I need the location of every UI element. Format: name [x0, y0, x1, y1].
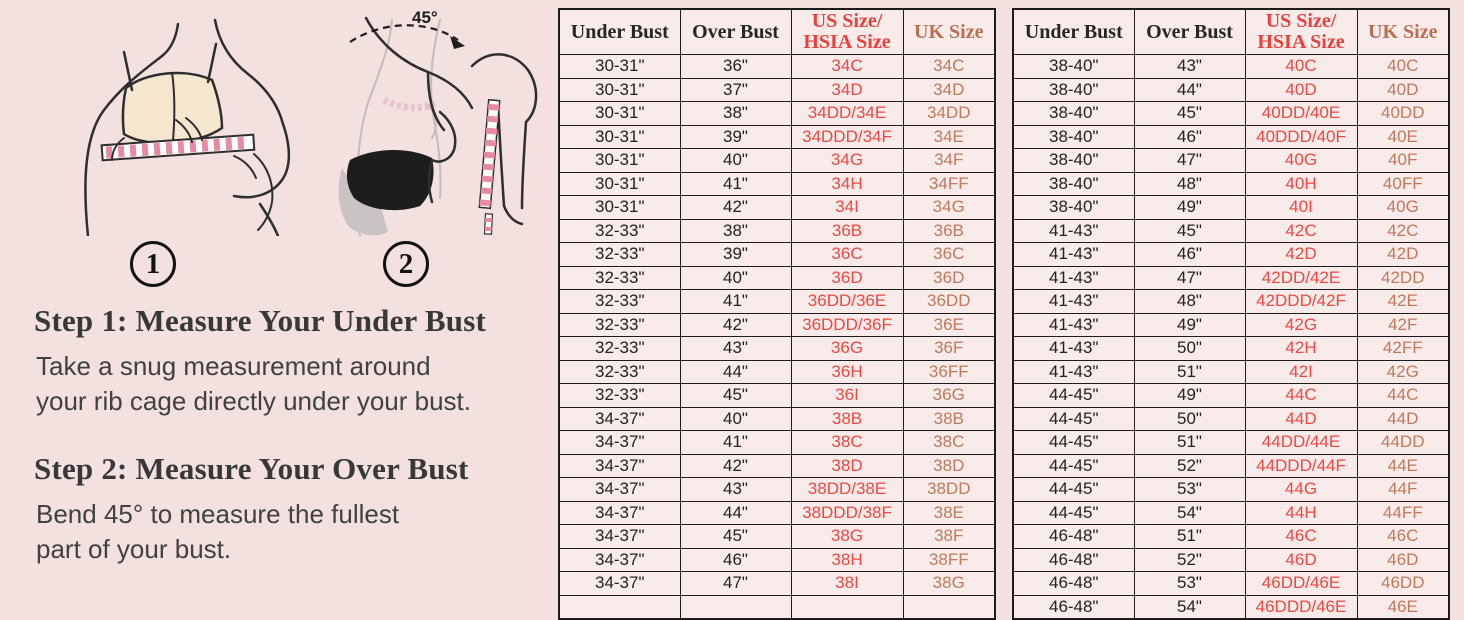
size-row [559, 290, 995, 314]
size-chart-table-right [1012, 8, 1450, 620]
over-bust-cell: 47" [1134, 149, 1245, 173]
uk-size-cell: 44D [1357, 407, 1449, 431]
over-bust-cell: 41" [680, 431, 791, 455]
under-bust-cell: 30-31" [559, 172, 680, 196]
under-bust-cell: 46-48" [1013, 548, 1134, 572]
under-bust-cell: 38-40" [1013, 55, 1134, 79]
size-row [559, 360, 995, 384]
over-bust-cell: 49" [1134, 313, 1245, 337]
us-size-cell: 42I [1245, 360, 1357, 384]
over-bust-cell: 44" [680, 501, 791, 525]
under-bust-measure-illustration [28, 8, 328, 236]
step-2-heading: Step 2: Measure Your Over Bust [34, 451, 469, 486]
under-bust-cell: 44-45" [1013, 431, 1134, 455]
us-size-cell: 38C [791, 431, 903, 455]
us-size-cell: 38G [791, 525, 903, 549]
size-row [559, 548, 995, 572]
us-size-cell: 36B [791, 219, 903, 243]
over-bust-cell: 45" [680, 384, 791, 408]
under-bust-cell: 34-37" [559, 478, 680, 502]
over-bust-cell: 43" [680, 337, 791, 361]
under-bust-cell: 38-40" [1013, 149, 1134, 173]
over-bust-cell: 46" [1134, 243, 1245, 267]
size-row [559, 454, 995, 478]
under-bust-cell: 32-33" [559, 337, 680, 361]
us-size-cell: 34DDD/34F [791, 125, 903, 149]
us-size-cell: 38I [791, 572, 903, 596]
over-bust-cell: 45" [680, 525, 791, 549]
us-size-header: US Size/ HSIA Size [791, 9, 903, 55]
uk-size-cell: 46DD [1357, 572, 1449, 596]
over-bust-cell: 52" [1134, 454, 1245, 478]
us-size-cell: 36C [791, 243, 903, 267]
under-bust-cell: 41-43" [1013, 290, 1134, 314]
uk-size-header: UK Size [1357, 9, 1449, 55]
us-size-cell: 38D [791, 454, 903, 478]
uk-size-cell: 36D [903, 266, 995, 290]
us-size-cell: 46C [1245, 525, 1357, 549]
under-bust-cell: 32-33" [559, 360, 680, 384]
under-bust-cell: 34-37" [559, 407, 680, 431]
us-size-cell: 40C [1245, 55, 1357, 79]
us-size-cell: 40DDD/40F [1245, 125, 1357, 149]
under-bust-cell [559, 595, 680, 619]
us-size-cell: 42DDD/42F [1245, 290, 1357, 314]
over-bust-cell: 52" [1134, 548, 1245, 572]
over-bust-cell: 49" [1134, 384, 1245, 408]
us-size-cell: 36G [791, 337, 903, 361]
over-bust-cell: 37" [680, 78, 791, 102]
us-size-cell: 34H [791, 172, 903, 196]
over-bust-cell: 46" [680, 548, 791, 572]
size-chart-table-left [558, 8, 996, 620]
us-size-cell: 34I [791, 196, 903, 220]
uk-size-cell: 34G [903, 196, 995, 220]
over-bust-cell: 53" [1134, 478, 1245, 502]
size-row [559, 337, 995, 361]
size-row [1013, 407, 1449, 431]
us-size-cell: 40G [1245, 149, 1357, 173]
us-size-cell: 42H [1245, 337, 1357, 361]
over-bust-cell: 40" [680, 149, 791, 173]
uk-size-cell: 38G [903, 572, 995, 596]
uk-size-cell: 44FF [1357, 501, 1449, 525]
under-bust-cell: 44-45" [1013, 501, 1134, 525]
us-size-cell: 34C [791, 55, 903, 79]
uk-size-cell: 40G [1357, 196, 1449, 220]
uk-size-cell: 38B [903, 407, 995, 431]
under-bust-cell: 38-40" [1013, 196, 1134, 220]
us-size-cell: 38B [791, 407, 903, 431]
over-bust-cell: 41" [680, 290, 791, 314]
under-bust-cell: 46-48" [1013, 595, 1134, 619]
over-bust-cell: 54" [1134, 595, 1245, 619]
us-size-cell: 36I [791, 384, 903, 408]
under-bust-cell: 34-37" [559, 431, 680, 455]
over-bust-cell: 44" [1134, 78, 1245, 102]
under-bust-cell: 30-31" [559, 125, 680, 149]
size-row [1013, 149, 1449, 173]
under-bust-cell: 41-43" [1013, 219, 1134, 243]
us-size-cell: 44DD/44E [1245, 431, 1357, 455]
size-row [1013, 572, 1449, 596]
uk-size-cell: 46D [1357, 548, 1449, 572]
uk-size-cell: 36F [903, 337, 995, 361]
under-bust-cell: 44-45" [1013, 478, 1134, 502]
over-bust-cell: 50" [1134, 407, 1245, 431]
size-row [1013, 384, 1449, 408]
under-bust-cell: 34-37" [559, 525, 680, 549]
size-row [1013, 454, 1449, 478]
uk-size-cell: 36DD [903, 290, 995, 314]
uk-size-cell [903, 595, 995, 619]
under-bust-cell: 30-31" [559, 196, 680, 220]
size-row [559, 219, 995, 243]
uk-size-cell: 44E [1357, 454, 1449, 478]
under-bust-cell: 41-43" [1013, 243, 1134, 267]
uk-size-cell: 42D [1357, 243, 1449, 267]
size-row [1013, 360, 1449, 384]
under-bust-cell: 34-37" [559, 548, 680, 572]
over-bust-cell: 51" [1134, 431, 1245, 455]
uk-size-cell: 40FF [1357, 172, 1449, 196]
step-2-badge-number: 2 [398, 247, 414, 280]
step-1-description-line: Take a snug measurement around [36, 351, 431, 381]
under-bust-cell: 41-43" [1013, 266, 1134, 290]
uk-size-cell: 34D [903, 78, 995, 102]
us-size-cell: 44C [1245, 384, 1357, 408]
us-size-cell: 40H [1245, 172, 1357, 196]
size-row [559, 266, 995, 290]
over-bust-cell: 44" [680, 360, 791, 384]
us-size-cell: 38H [791, 548, 903, 572]
over-bust-cell: 45" [1134, 102, 1245, 126]
uk-size-cell: 38E [903, 501, 995, 525]
over-bust-cell: 51" [1134, 525, 1245, 549]
size-row [1013, 290, 1449, 314]
size-row [1013, 55, 1449, 79]
us-size-cell: 46DDD/46E [1245, 595, 1357, 619]
over-bust-cell: 42" [680, 313, 791, 337]
uk-size-cell: 46E [1357, 595, 1449, 619]
uk-size-cell: 34C [903, 55, 995, 79]
size-row [1013, 243, 1449, 267]
size-row [1013, 595, 1449, 619]
uk-size-cell: 44F [1357, 478, 1449, 502]
over-bust-measure-illustration [332, 8, 547, 236]
over-bust-header: Over Bust [1134, 9, 1245, 55]
under-bust-cell: 30-31" [559, 149, 680, 173]
size-row [559, 125, 995, 149]
step-1-description [36, 349, 556, 419]
under-bust-cell: 32-33" [559, 290, 680, 314]
size-row [1013, 478, 1449, 502]
under-bust-cell: 30-31" [559, 55, 680, 79]
us-size-cell: 42DD/42E [1245, 266, 1357, 290]
size-row [1013, 172, 1449, 196]
under-bust-cell: 34-37" [559, 454, 680, 478]
over-bust-cell: 49" [1134, 196, 1245, 220]
under-bust-cell: 41-43" [1013, 337, 1134, 361]
under-bust-cell: 41-43" [1013, 360, 1134, 384]
measurement-guide-panel [0, 0, 548, 600]
uk-size-cell: 34FF [903, 172, 995, 196]
uk-size-cell: 44DD [1357, 431, 1449, 455]
size-row [559, 595, 995, 619]
us-size-header: US Size/ HSIA Size [1245, 9, 1357, 55]
size-row [559, 196, 995, 220]
over-bust-cell: 41" [680, 172, 791, 196]
size-row [1013, 102, 1449, 126]
uk-size-header: UK Size [903, 9, 995, 55]
uk-size-cell: 34F [903, 149, 995, 173]
under-bust-cell: 34-37" [559, 501, 680, 525]
size-row [559, 243, 995, 267]
step-1-description-line: your rib cage directly under your bust. [36, 386, 471, 416]
us-size-cell: 44G [1245, 478, 1357, 502]
under-bust-cell: 38-40" [1013, 172, 1134, 196]
step-1-heading: Step 1: Measure Your Under Bust [34, 303, 486, 338]
under-bust-cell: 38-40" [1013, 102, 1134, 126]
size-row [1013, 337, 1449, 361]
under-bust-header: Under Bust [559, 9, 680, 55]
uk-size-cell: 36B [903, 219, 995, 243]
uk-size-cell: 36C [903, 243, 995, 267]
size-row [559, 78, 995, 102]
uk-size-cell: 42C [1357, 219, 1449, 243]
us-size-cell: 40DD/40E [1245, 102, 1357, 126]
size-row [1013, 78, 1449, 102]
over-bust-cell: 54" [1134, 501, 1245, 525]
us-size-cell: 46D [1245, 548, 1357, 572]
size-row [559, 431, 995, 455]
size-row [559, 501, 995, 525]
uk-size-cell: 34E [903, 125, 995, 149]
uk-size-cell: 38D [903, 454, 995, 478]
under-bust-cell: 38-40" [1013, 78, 1134, 102]
uk-size-cell: 42G [1357, 360, 1449, 384]
over-bust-cell: 38" [680, 102, 791, 126]
us-size-cell: 36DD/36E [791, 290, 903, 314]
size-row [559, 172, 995, 196]
us-size-cell: 36D [791, 266, 903, 290]
uk-size-cell: 36E [903, 313, 995, 337]
under-bust-cell: 30-31" [559, 102, 680, 126]
under-bust-cell: 32-33" [559, 219, 680, 243]
over-bust-cell: 48" [1134, 290, 1245, 314]
over-bust-cell: 50" [1134, 337, 1245, 361]
us-size-cell: 40I [1245, 196, 1357, 220]
under-bust-header: Under Bust [1013, 9, 1134, 55]
under-bust-cell: 44-45" [1013, 384, 1134, 408]
us-size-cell: 42C [1245, 219, 1357, 243]
us-size-cell: 42D [1245, 243, 1357, 267]
us-size-cell: 34G [791, 149, 903, 173]
under-bust-cell: 32-33" [559, 243, 680, 267]
over-bust-header: Over Bust [680, 9, 791, 55]
step-2-description [36, 497, 556, 567]
size-row [1013, 501, 1449, 525]
us-size-cell: 36H [791, 360, 903, 384]
over-bust-cell: 43" [680, 478, 791, 502]
uk-size-cell: 36G [903, 384, 995, 408]
under-bust-cell: 41-43" [1013, 313, 1134, 337]
uk-size-cell: 42FF [1357, 337, 1449, 361]
over-bust-cell: 40" [680, 407, 791, 431]
over-bust-cell: 42" [680, 196, 791, 220]
over-bust-cell: 43" [1134, 55, 1245, 79]
under-bust-cell: 32-33" [559, 384, 680, 408]
us-size-cell: 40D [1245, 78, 1357, 102]
uk-size-cell: 42E [1357, 290, 1449, 314]
uk-size-cell: 38F [903, 525, 995, 549]
over-bust-cell: 42" [680, 454, 791, 478]
us-size-cell: 44DDD/44F [1245, 454, 1357, 478]
us-size-cell: 36DDD/36F [791, 313, 903, 337]
us-size-cell: 42G [1245, 313, 1357, 337]
us-size-cell: 44H [1245, 501, 1357, 525]
step-2-description-line: part of your bust. [36, 534, 232, 564]
step-2-description-line: Bend 45° to measure the fullest [36, 499, 400, 529]
us-size-cell: 34DD/34E [791, 102, 903, 126]
uk-size-cell: 36FF [903, 360, 995, 384]
size-row [559, 313, 995, 337]
over-bust-cell [680, 595, 791, 619]
size-row [559, 102, 995, 126]
uk-size-cell: 40C [1357, 55, 1449, 79]
under-bust-cell: 32-33" [559, 266, 680, 290]
us-size-cell: 38DDD/38F [791, 501, 903, 525]
size-row [1013, 196, 1449, 220]
measurement-illustrations [0, 0, 548, 295]
size-row [559, 407, 995, 431]
under-bust-cell: 46-48" [1013, 572, 1134, 596]
over-bust-cell: 48" [1134, 172, 1245, 196]
step-1-badge [130, 241, 176, 287]
under-bust-cell: 34-37" [559, 572, 680, 596]
size-row [1013, 313, 1449, 337]
size-row [559, 384, 995, 408]
over-bust-cell: 46" [1134, 125, 1245, 149]
uk-size-cell: 46C [1357, 525, 1449, 549]
size-row [559, 149, 995, 173]
size-row [559, 478, 995, 502]
size-row [559, 55, 995, 79]
over-bust-cell: 39" [680, 125, 791, 149]
over-bust-cell: 40" [680, 266, 791, 290]
us-size-cell: 44D [1245, 407, 1357, 431]
under-bust-cell: 30-31" [559, 78, 680, 102]
us-size-cell: 46DD/46E [1245, 572, 1357, 596]
uk-size-cell: 42DD [1357, 266, 1449, 290]
step-2-badge [383, 241, 429, 287]
over-bust-cell: 51" [1134, 360, 1245, 384]
size-row [1013, 266, 1449, 290]
uk-size-cell: 40DD [1357, 102, 1449, 126]
uk-size-cell: 40D [1357, 78, 1449, 102]
size-row [1013, 125, 1449, 149]
over-bust-cell: 45" [1134, 219, 1245, 243]
uk-size-cell: 40E [1357, 125, 1449, 149]
size-row [559, 525, 995, 549]
uk-size-cell: 34DD [903, 102, 995, 126]
size-row [1013, 431, 1449, 455]
over-bust-cell: 39" [680, 243, 791, 267]
under-bust-cell: 46-48" [1013, 525, 1134, 549]
angle-45-label: 45° [412, 8, 438, 27]
uk-size-cell: 38DD [903, 478, 995, 502]
us-size-cell: 38DD/38E [791, 478, 903, 502]
us-size-cell [791, 595, 903, 619]
uk-size-cell: 40F [1357, 149, 1449, 173]
over-bust-cell: 47" [680, 572, 791, 596]
over-bust-cell: 38" [680, 219, 791, 243]
size-row [1013, 219, 1449, 243]
size-row [559, 572, 995, 596]
uk-size-cell: 38FF [903, 548, 995, 572]
over-bust-cell: 47" [1134, 266, 1245, 290]
over-bust-cell: 36" [680, 55, 791, 79]
under-bust-cell: 38-40" [1013, 125, 1134, 149]
uk-size-cell: 38C [903, 431, 995, 455]
under-bust-cell: 44-45" [1013, 407, 1134, 431]
size-row [1013, 525, 1449, 549]
under-bust-cell: 32-33" [559, 313, 680, 337]
uk-size-cell: 42F [1357, 313, 1449, 337]
step-1-badge-number: 1 [145, 247, 161, 280]
size-row [1013, 548, 1449, 572]
us-size-cell: 34D [791, 78, 903, 102]
under-bust-cell: 44-45" [1013, 454, 1134, 478]
uk-size-cell: 44C [1357, 384, 1449, 408]
over-bust-cell: 53" [1134, 572, 1245, 596]
